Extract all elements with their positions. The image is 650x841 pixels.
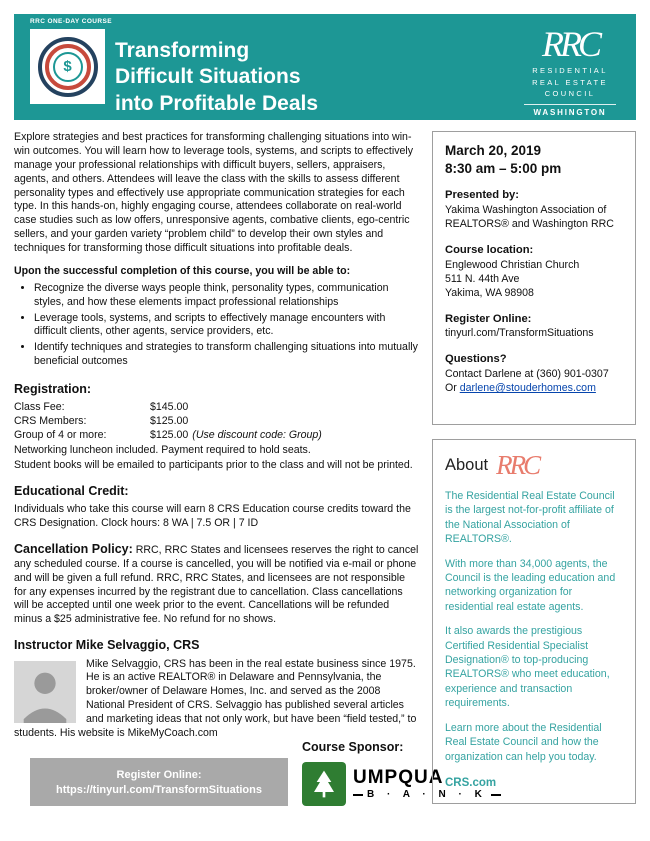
register-online-label: Register Online: [116, 768, 202, 781]
course-tag: RRC ONE-DAY COURSE [30, 18, 112, 25]
cancellation-paragraph [14, 541, 420, 627]
register-url: tinyurl.com/TransformSituations [445, 327, 594, 340]
title-line-3: into Profitable Deals [115, 91, 319, 115]
about-heading: About [445, 456, 489, 474]
event-time: 8:30 am – 5:00 pm [445, 160, 562, 176]
questions-heading: Questions? [445, 353, 507, 366]
cancellation-heading: Cancellation Policy: [14, 541, 133, 556]
title-line-1: Transforming [115, 39, 250, 62]
presented-by-text: Yakima Washington Association of REALTORS® and Washington RRC [445, 203, 614, 230]
course-logo [30, 29, 105, 104]
registration-row [14, 401, 420, 415]
course-location-heading: Course location: [445, 243, 534, 256]
header-banner [14, 14, 636, 120]
about-paragraph: With more than 34,000 agents, the Council is the leading education and networking organization for residential real estate agents. [445, 557, 616, 613]
intro-paragraph: Explore strategies and best practices for transforming challenging situations into win-win outcomes. You will learn how to leverage tools, systems, and scripts to effectively manage your professional relationships with difficult buyers, sellers, appraisers, agents, and others. Attendees will leave the class with the skills to assess different personality types and effectively use appropriate communication strategies for each type. In this hands-on, highly engaging course, attendees collaborate on real-world case studies such as low offers, unresponsive agents, combative clients, ego-centric sellers, and your garden variety “problem child” to develop their own styles and techniques for transforming those difficult situations into profitable deals. [14, 131, 414, 254]
register-online-url[interactable]: https://tinyurl.com/TransformSituations [56, 783, 262, 796]
about-paragraph: The Residential Real Estate Council is the largest not-for-profit affiliate of the National Association of REALTORS®. [445, 490, 615, 546]
registration-row [14, 415, 420, 429]
fee-note: (Use discount code: Group) [192, 429, 322, 442]
dollar-target-icon: $ [38, 37, 98, 97]
tree-icon [302, 762, 346, 806]
fee-label: Group of 4 or more: [14, 429, 107, 442]
register-online-heading: Register Online: [445, 312, 532, 325]
registration-table [14, 401, 420, 443]
educational-credit-heading: Educational Credit: [14, 483, 129, 498]
questions-email-line: Or darlene@stouderhomes.com [445, 382, 596, 394]
rrc-region-label: WASHINGTON [524, 104, 616, 117]
about-paragraph: Learn more about the Residential Real Estate Council and how the organization can help you today. [445, 721, 602, 763]
fee-value: $125.00 [150, 415, 189, 428]
cancellation-body: RRC, RRC States and licensees reserves the right to cancel any scheduled course. If a course is cancelled, you will be notified via e-mail or phone and will be given a full refund. RRC, RRC States, and licensees are not responsible for any expenses incurred by the registrant due to cancellation. Class cancellations will be accepted until one week prior to the event. Cancellations will be refunded minus a $25 administrative fee. No refund for no shows. [14, 543, 419, 626]
about-paragraph: It also awards the prestigious Certified Residential Specialist Designation® to top-producing REALTORS® who meet education, experience and transaction requirements. [445, 625, 610, 710]
umpqua-bank-label: B · A · N · K [367, 789, 487, 800]
umpqua-wordmark: UMPQUA [353, 767, 444, 788]
instructor-photo [14, 661, 76, 723]
registration-heading: Registration: [14, 382, 92, 396]
rrc-logo: RRC [542, 24, 598, 64]
email-link[interactable]: darlene@stouderhomes.com [459, 382, 596, 394]
main-column [14, 131, 420, 741]
location-line: Yakima, WA 98908 [445, 286, 534, 299]
crs-com-label: CRS.com [445, 776, 497, 789]
objectives-heading: Upon the successful completion of this course, you will be able to: [14, 264, 351, 277]
sidebar [432, 131, 636, 804]
rrc-brand-block [518, 26, 622, 117]
fee-value: $145.00 [150, 401, 189, 414]
page-title [115, 38, 318, 117]
location-line: Englewood Christian Church [445, 258, 580, 271]
course-sponsor-heading: Course Sponsor: [302, 740, 404, 754]
about-rrc-box [432, 439, 636, 804]
instructor-block [14, 658, 420, 741]
fee-value: $125.00 [150, 429, 189, 442]
registration-notes: Networking luncheon included. Payment required to hold seats. Student books will be emailed to participants prior to the class and will not be printed. [14, 444, 413, 471]
event-info-box [432, 131, 636, 425]
objective-item: • Leverage tools, systems, and scripts to effectively manage encounters with difficult clients, other agents, service providers, etc. [34, 312, 420, 340]
fee-label: Class Fee: [14, 401, 65, 414]
educational-credit-body: Individuals who take this course will earn 8 CRS Education course credits toward the CRS Designation. Clock hours: 8 WA | 7.5 OR | 7 ID [14, 503, 411, 529]
register-online-box[interactable] [30, 758, 288, 806]
instructor-bio: Mike Selvaggio, CRS has been in the real estate business since 1975. He is an active REALTOR® in Delaware and Pennsylvania, the broker/owner of Delaware Homes, Inc. and served as the 2008 National President of CRS. Selvaggio has published several articles and marketing ideas that not only work, but have been “field tested,” to students. His website is MikeMyCoach.com [14, 657, 417, 739]
title-line-2: Difficult Situations [115, 65, 301, 89]
registration-row [14, 429, 420, 443]
fee-label: CRS Members: [14, 415, 87, 428]
questions-phone: Contact Darlene at (360) 901-0307 [445, 368, 609, 381]
objective-item: • Identify techniques and strategies to transform challenging situations into mutually beneficial outcomes [34, 341, 420, 369]
objective-item: • Recognize the diverse ways people think, personality types, communication styles, and how these elements impact professional relationships [34, 282, 420, 310]
presented-by-heading: Presented by: [445, 189, 519, 202]
rrc-logo-coral: RRC [496, 450, 539, 480]
person-silhouette-icon [14, 661, 76, 723]
rrc-brand-name: RESIDENTIAL REAL ESTATE COUNCIL [532, 66, 608, 99]
event-date: March 20, 2019 [445, 143, 542, 158]
objectives-list [34, 282, 420, 369]
instructor-heading: Instructor Mike Selvaggio, CRS [14, 638, 200, 653]
location-line: 511 N. 44th Ave [445, 272, 520, 285]
